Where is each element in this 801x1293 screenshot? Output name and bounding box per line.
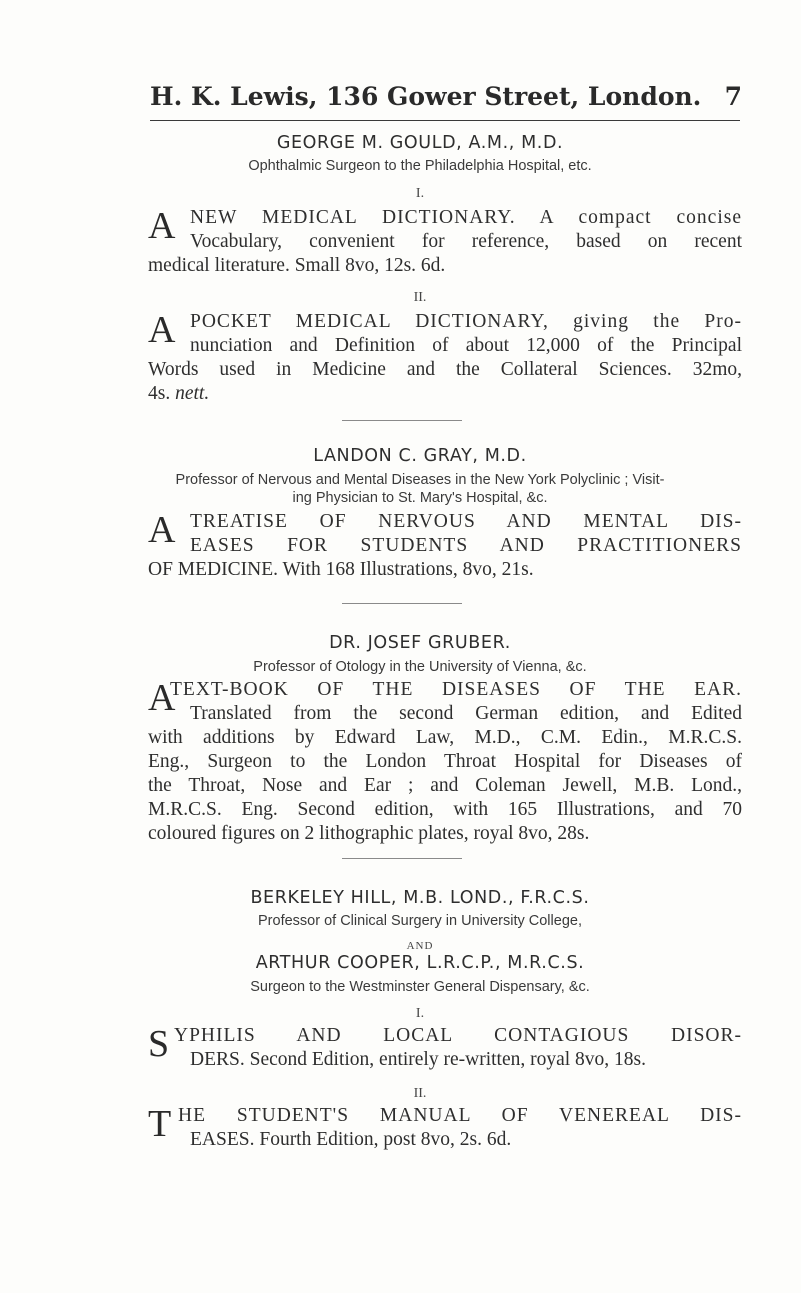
entry-line: DERS. Second Edition, entirely re-written, royal 8vo, 18s. — [190, 1049, 647, 1070]
author-gruber-title: Professor of Otology in the University of Vienna, &c. — [253, 659, 587, 675]
price-note: nett. — [175, 383, 210, 404]
entry-line: Vocabulary, convenient for reference, based on recent — [190, 231, 742, 252]
running-head — [150, 82, 742, 111]
entry-line: medical literature. Small 8vo, 12s. 6d. — [148, 255, 446, 276]
drop-cap: A — [148, 677, 176, 719]
entry-line: TEXT-BOOK OF THE DISEASES OF THE EAR. — [170, 679, 742, 700]
drop-cap: S — [148, 1023, 170, 1065]
entry-pocket-medical-dictionary — [148, 310, 742, 406]
entry-line: EASES. Fourth Edition, post 8vo, 2s. 6d. — [190, 1129, 512, 1150]
author-gould: GEORGE M. GOULD, A.M., M.D. — [276, 133, 564, 153]
entry-line: Translated from the second German edition, and Edited — [190, 703, 742, 724]
entry-line: the Throat, Nose and Ear ; and Coleman Jewell, M.B. Lond., — [148, 775, 742, 796]
author-hill: BERKELEY HILL, M.B. LOND., F.R.C.S. — [250, 888, 590, 908]
author-gould-title: Ophthalmic Surgeon to the Philadelphia Hospital, etc. — [248, 158, 592, 174]
title-line: ing Physician to St. Mary's Hospital, &c. — [292, 490, 548, 506]
entry-treatise-nervous — [148, 510, 742, 582]
header-rule — [150, 120, 740, 121]
publisher-address: H. K. Lewis, 136 Gower Street, London. — [150, 82, 702, 111]
author-cooper-title: Surgeon to the Westminster General Dispensary, &c. — [250, 979, 590, 995]
entry-line — [148, 382, 742, 406]
entry-line: HE STUDENT'S MANUAL OF VENEREAL DIS- — [178, 1105, 742, 1126]
entry-line: YPHILIS AND LOCAL CONTAGIOUS DISOR- — [174, 1025, 742, 1046]
author-gruber: DR. JOSEF GRUBER. — [329, 633, 511, 653]
price-text: 4s. — [148, 383, 171, 404]
section-separator — [342, 858, 462, 859]
entry-syphilis — [148, 1024, 742, 1072]
item-numeral: II. — [413, 1086, 427, 1101]
entry-line: nunciation and Definition of about 12,000 of the Principal — [190, 335, 742, 356]
entry-line: Eng., Surgeon to the London Throat Hospital for Diseases of — [148, 751, 742, 772]
drop-cap: A — [148, 309, 176, 351]
drop-cap: A — [148, 509, 176, 551]
drop-cap: A — [148, 205, 176, 247]
section-separator — [342, 420, 462, 421]
drop-cap: T — [148, 1103, 172, 1145]
and-connector: AND — [406, 940, 434, 952]
entry-text-book-ear — [148, 678, 742, 846]
entry-new-medical-dictionary — [148, 206, 742, 278]
entry-line: NEW MEDICAL DICTIONARY. A compact concise — [190, 207, 742, 228]
entry-line: with additions by Edward Law, M.D., C.M. Edin., M.R.C.S. — [148, 727, 742, 748]
item-numeral: I. — [415, 1006, 425, 1021]
entry-line: Words used in Medicine and the Collateral Sciences. 32mo, — [148, 359, 742, 380]
entry-venereal-manual — [148, 1104, 742, 1152]
author-gray: LANDON C. GRAY, M.D. — [313, 446, 527, 466]
title-line: Professor of Nervous and Mental Diseases in the New York Polyclinic ; Visit- — [175, 472, 665, 488]
item-numeral: I. — [415, 186, 425, 201]
entry-line: TREATISE OF NERVOUS AND MENTAL DIS- — [190, 511, 742, 532]
author-hill-title: Professor of Clinical Surgery in University College, — [258, 913, 582, 929]
item-numeral: II. — [413, 290, 427, 305]
entry-line: coloured figures on 2 lithographic plates, royal 8vo, 28s. — [148, 823, 590, 844]
section-separator — [342, 603, 462, 604]
author-gray-title — [100, 471, 740, 507]
entry-line: EASES FOR STUDENTS AND PRACTITIONERS — [190, 535, 742, 556]
entry-line: M.R.C.S. Eng. Second edition, with 165 Illustrations, and 70 — [148, 799, 742, 820]
entry-line: POCKET MEDICAL DICTIONARY, giving the Pro- — [190, 311, 742, 332]
page-number: 7 — [724, 82, 742, 111]
author-cooper: ARTHUR COOPER, L.R.C.P., M.R.C.S. — [255, 953, 585, 973]
entry-line: OF MEDICINE. With 168 Illustrations, 8vo, 21s. — [148, 559, 534, 580]
